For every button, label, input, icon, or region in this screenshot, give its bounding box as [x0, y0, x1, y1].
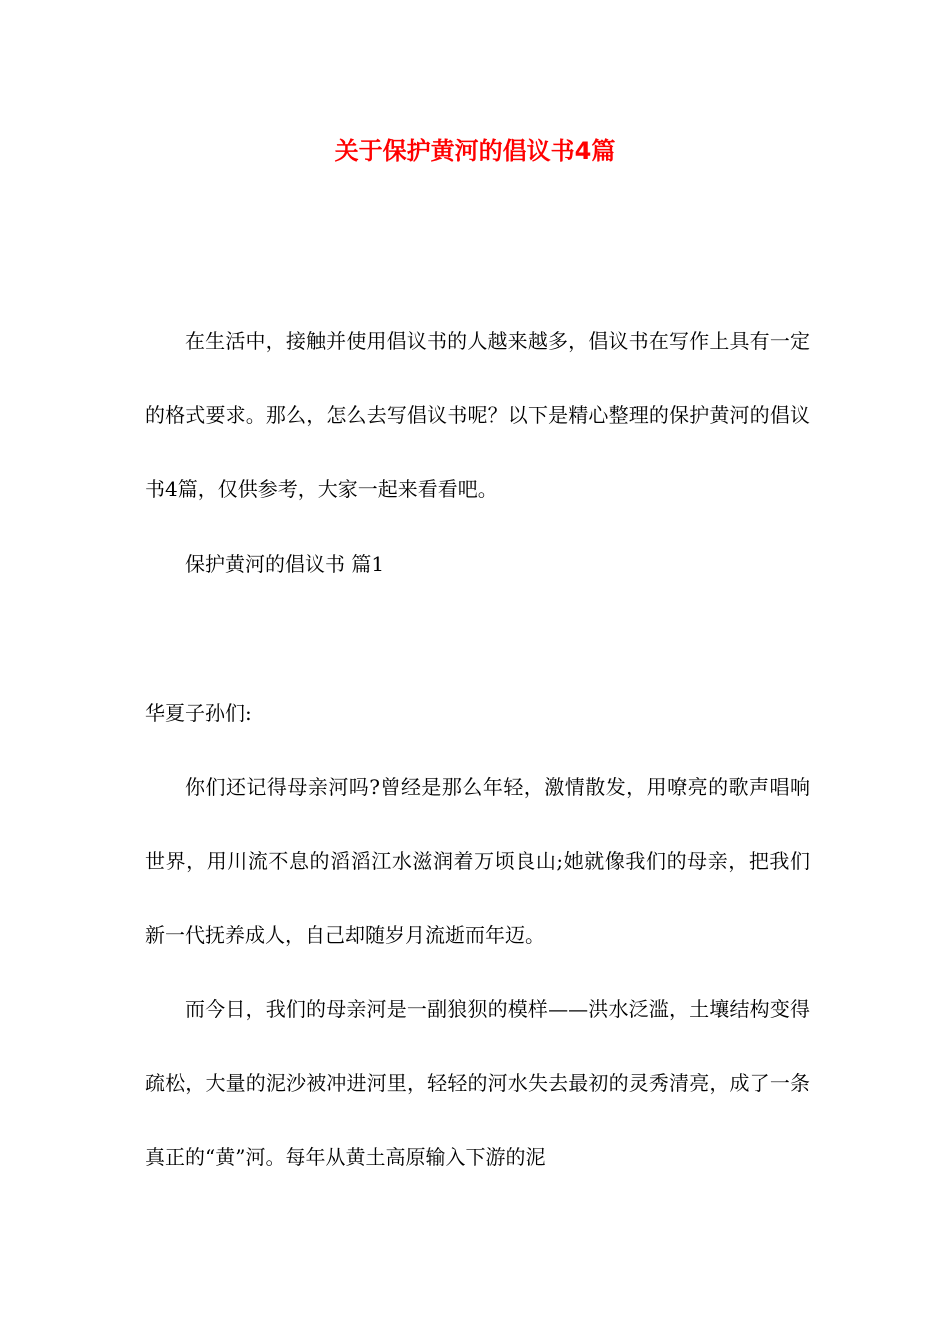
section-heading-block — [145, 527, 810, 601]
body-paragraph-1: 你们还记得母亲河吗?曾经是那么年轻，激情散发，用嘹亮的歌声唱响世界，用川流不息的滔滔江水滋润着万顷良山;她就像我们的母亲，把我们新一代抚养成人，自己却随岁月流逝而年迈。 — [145, 775, 810, 947]
salutation: 华夏子孙们: — [145, 701, 252, 725]
section-heading: 保护黄河的倡议书 篇1 — [185, 552, 385, 576]
intro-paragraph: 在生活中，接触并使用倡议书的人越来越多，倡议书在写作上具有一定的格式要求。那么，怎么去写倡议书呢？以下是精心整理的保护黄河的倡议书4篇，仅供参考，大家一起来看看吧。 — [145, 329, 810, 501]
document-title: 关于保护黄河的倡议书4篇 — [334, 137, 616, 165]
letter-block — [145, 676, 810, 1194]
body-paragraph-2: 而今日，我们的母亲河是一副狼狈的模样——洪水泛滥，土壤结构变得疏松，大量的泥沙被冲进河里，轻轻的河水失去最初的灵秀清亮，成了一条真正的“黄”河。每年从黄土高原输入下游的泥 — [145, 997, 810, 1169]
intro-block — [145, 304, 810, 526]
